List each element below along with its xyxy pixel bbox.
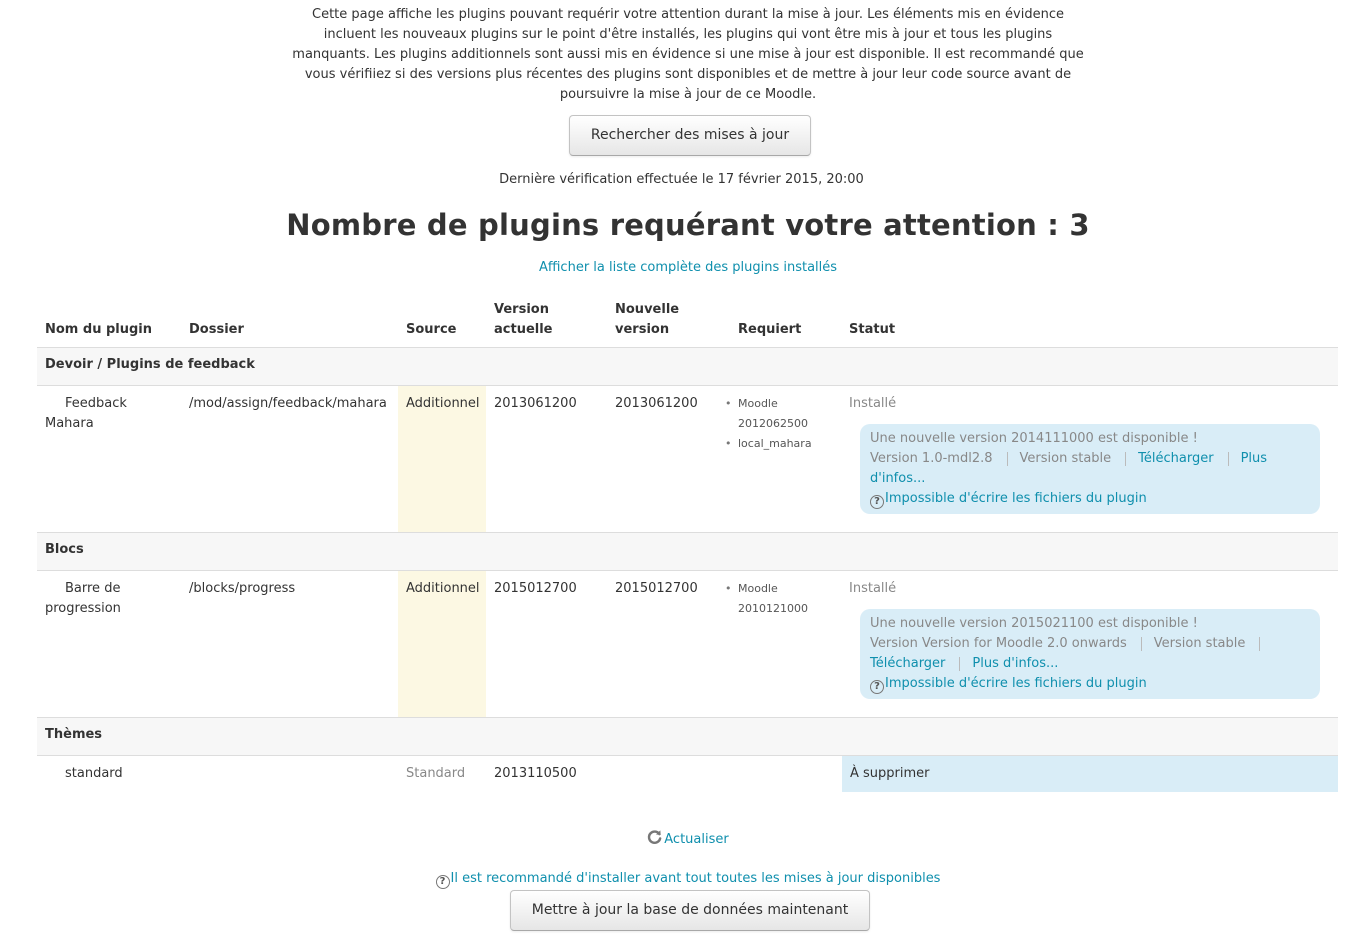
plugin-name (45, 394, 175, 434)
plugin-name: standard (65, 766, 123, 781)
recommend-link[interactable]: Il est recommandé d'installer avant tout toutes les mises à jour disponibles (450, 871, 941, 886)
group-row-blocks (37, 533, 1338, 571)
more-info-link[interactable]: Plus d'infos... (972, 656, 1059, 671)
header-new-version (615, 300, 679, 340)
cannot-write-link[interactable]: Impossible d'écrire les fichiers du plugin (885, 676, 1147, 691)
plugin-source: Additionnel (406, 396, 480, 411)
header-source: Source (406, 322, 457, 337)
refresh-icon[interactable] (647, 830, 662, 845)
table-row (37, 386, 1338, 533)
refresh-row (0, 830, 1363, 847)
separator (1141, 637, 1142, 651)
header-current-line2: actuelle (494, 322, 553, 337)
question-circle-icon[interactable]: ? (870, 495, 884, 509)
plugin-source: Additionnel (406, 581, 480, 596)
separator (1007, 452, 1008, 466)
last-check-text: Dernière vérification effectuée le 17 février 2015, 20:00 (499, 172, 864, 187)
recommend-row (0, 871, 1363, 889)
separator (959, 657, 960, 671)
plugin-name-line2: Mahara (45, 416, 94, 431)
check-updates-button[interactable]: Rechercher des mises à jour (569, 115, 811, 156)
separator (1259, 637, 1260, 651)
question-circle-icon[interactable]: ? (870, 680, 884, 694)
plugin-requirements (725, 394, 812, 454)
plugin-folder: /blocks/progress (189, 581, 296, 596)
plugins-table (37, 290, 1338, 792)
update-maturity: Version stable (1019, 451, 1112, 466)
plugin-source: Standard (406, 766, 466, 781)
header-new-line1: Nouvelle (615, 302, 680, 317)
question-circle-icon[interactable]: ? (436, 875, 450, 889)
page-heading: Nombre de plugins requérant votre attention : 3 (286, 208, 1090, 242)
update-message: Une nouvelle version 2014111000 est disponible ! (870, 431, 1198, 446)
header-new-line2: version (615, 322, 670, 337)
table-header (37, 290, 1338, 348)
header-current-version (494, 300, 553, 340)
update-details (870, 449, 1310, 469)
update-version: Version 1.0-mdl2.8 (870, 451, 993, 466)
warning-line (870, 674, 1310, 694)
plugin-requirements (725, 579, 808, 619)
update-links (870, 654, 1310, 674)
table-row (37, 756, 1338, 792)
group-title: Devoir / Plugins de feedback (45, 357, 255, 372)
header-requires: Requiert (738, 322, 802, 337)
warning-line (870, 489, 1310, 509)
header-current-line1: Version (494, 302, 549, 317)
more-info-link[interactable]: Plus (1240, 451, 1268, 466)
requirement-version: 2010121000 (738, 602, 808, 615)
update-info-box (860, 424, 1320, 514)
show-all-plugins-link[interactable]: Afficher la liste complète des plugins installés (538, 260, 838, 275)
requirement-name: • Moodle (738, 397, 778, 410)
plugin-name-line1: Barre de (65, 581, 121, 596)
plugin-name-line2: progression (45, 601, 121, 616)
plugin-status: Installé (849, 396, 897, 411)
group-row-assign-feedback (37, 348, 1338, 386)
plugin-status: À supprimer (850, 766, 930, 781)
requirement-item (725, 394, 812, 434)
separator (1228, 452, 1229, 466)
plugin-status: Installé (849, 581, 897, 596)
requirement-version: 2012062500 (738, 417, 808, 430)
update-message: Une nouvelle version 2015021100 est disponible ! (870, 616, 1198, 631)
header-status: Statut (849, 322, 896, 337)
cannot-write-link[interactable]: Impossible d'écrire les fichiers du plugin (885, 491, 1147, 506)
plugin-folder: /mod/assign/feedback/mahara (189, 396, 387, 411)
download-link[interactable]: Télécharger (870, 656, 946, 671)
plugin-current-version: 2013061200 (494, 396, 577, 411)
update-version: Version Version for Moodle 2.0 onwards (870, 636, 1127, 651)
plugin-current-version: 2015012700 (494, 581, 577, 596)
plugin-new-version: 2013061200 (615, 396, 698, 411)
plugin-current-version: 2013110500 (494, 766, 577, 781)
plugin-new-version: 2015012700 (615, 581, 698, 596)
requirement-item: • local_mahara (725, 434, 812, 454)
refresh-link[interactable]: Actualiser (664, 832, 729, 847)
group-title: Thèmes (45, 727, 103, 742)
update-info-box (860, 609, 1320, 699)
requirement-name: • Moodle (738, 582, 778, 595)
group-title: Blocs (45, 542, 84, 557)
download-link[interactable]: Télécharger (1138, 451, 1214, 466)
plugin-name-line1: Feedback (65, 396, 127, 411)
requirement-item (725, 579, 808, 619)
header-name: Nom du plugin (45, 322, 153, 337)
more-info-link-cont[interactable]: d'infos... (870, 471, 926, 486)
separator (1125, 452, 1126, 466)
update-details (870, 634, 1310, 654)
group-row-themes (37, 718, 1338, 756)
intro-text: Cette page affiche les plugins pouvant requérir votre attention durant la mise à jour. Les éléments mis en évidence incluent les nouveaux plugins sur le point d'être installés, les plugins qui vont être mis à jour et tous les plugins manquants. Les plugins additionnels sont aussi mis en évidence si une mise à jour est disponible. Il est recommandé que vous vérifiiez si des versions plus récentes des plugins sont disponibles et de mettre à jour leur code source avant de poursuivre la mise à jour de ce Moodle. (292, 7, 1084, 102)
update-maturity: Version stable (1153, 636, 1246, 651)
table-row (37, 571, 1338, 718)
header-folder: Dossier (189, 322, 244, 337)
plugin-name (45, 579, 175, 619)
upgrade-database-button[interactable]: Mettre à jour la base de données maintenant (510, 890, 870, 931)
status-to-remove (842, 756, 1338, 792)
